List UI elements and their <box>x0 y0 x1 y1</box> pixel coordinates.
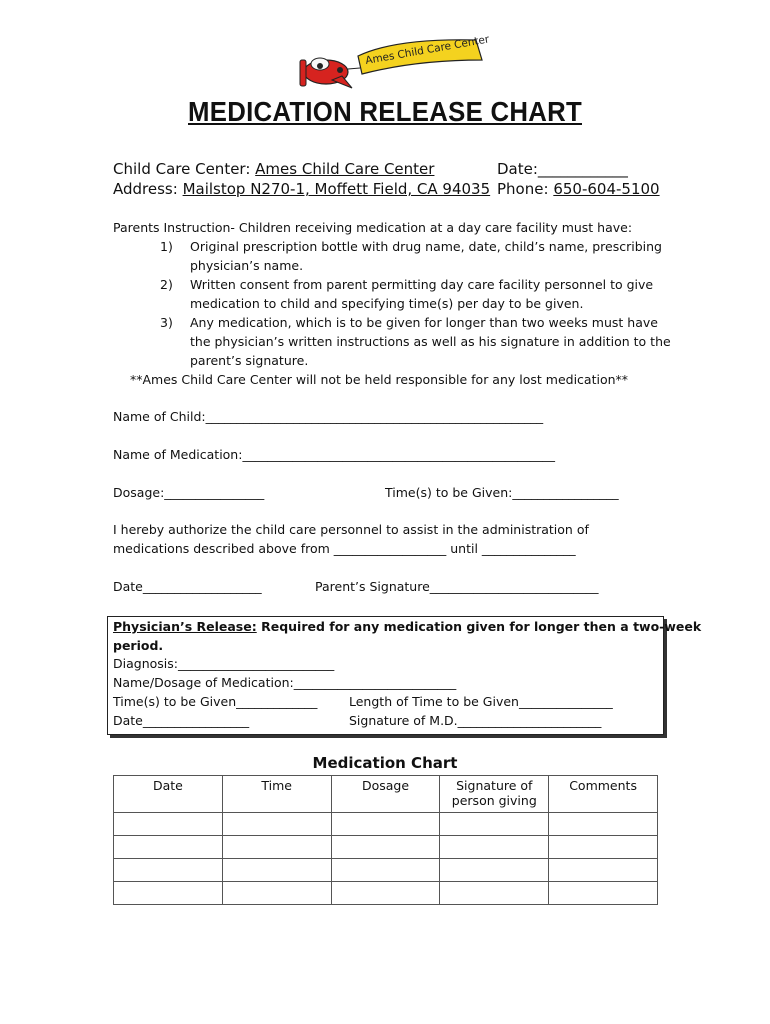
table-cell[interactable] <box>331 836 440 859</box>
physician-release-label: Physician’s Release: <box>113 619 257 634</box>
times-to-be-given-field[interactable]: Time(s) to be Given:_________________ <box>385 485 619 500</box>
table-cell[interactable] <box>331 859 440 882</box>
table-row <box>114 836 658 859</box>
table-cell[interactable] <box>222 813 331 836</box>
column-header-time: Time <box>222 776 331 813</box>
center-value: Ames Child Care Center <box>255 160 435 178</box>
list-item-line: the physician’s written instructions as well as his signature in addition to the <box>190 334 671 349</box>
length-of-time-field[interactable]: Length of Time to be Given_______________ <box>349 694 613 709</box>
phone-value: 650-604-5100 <box>553 180 660 198</box>
table-cell[interactable] <box>222 859 331 882</box>
physician-release-period: period. <box>113 638 164 653</box>
table-header-row <box>114 776 658 813</box>
md-signature-field[interactable]: Signature of M.D._______________________ <box>349 713 602 728</box>
ames-logo <box>296 30 496 94</box>
table-row <box>114 813 658 836</box>
page-title: MEDICATION RELEASE CHART <box>188 96 582 127</box>
authorization-date-range[interactable]: medications described above from __________________ until _______________ <box>113 541 576 556</box>
center-label: Child Care Center: <box>113 160 251 178</box>
table-cell[interactable] <box>222 882 331 905</box>
table-cell[interactable] <box>114 813 223 836</box>
table-cell[interactable] <box>222 836 331 859</box>
table-cell[interactable] <box>114 859 223 882</box>
table-cell[interactable] <box>440 882 549 905</box>
table-row <box>114 882 658 905</box>
name-dosage-field[interactable]: Name/Dosage of Medication:__________________________ <box>113 675 457 690</box>
list-number: 2) <box>160 277 173 292</box>
instructions-intro: Parents Instruction- Children receiving medication at a day care facility must have: <box>113 220 633 235</box>
table-cell[interactable] <box>440 859 549 882</box>
physician-release-heading <box>113 619 701 634</box>
physician-date-field[interactable]: Date_________________ <box>113 713 250 728</box>
table-cell[interactable] <box>114 836 223 859</box>
column-header-signature: Signature of person giving <box>440 776 549 813</box>
list-item-line: physician’s name. <box>190 258 304 273</box>
table-cell[interactable] <box>549 813 658 836</box>
parent-date-field[interactable]: Date___________________ <box>113 579 262 594</box>
phone-line <box>497 180 660 198</box>
airplane-banner-icon <box>296 30 496 94</box>
logo-text: Ames Child Care Center <box>364 33 491 67</box>
table-cell[interactable] <box>549 859 658 882</box>
table-cell[interactable] <box>440 836 549 859</box>
table-cell[interactable] <box>114 882 223 905</box>
list-item-line: Original prescription bottle with drug name, date, child’s name, prescribing <box>190 239 662 254</box>
list-number: 3) <box>160 315 173 330</box>
table-row <box>114 859 658 882</box>
list-item-line: Any medication, which is to be given for longer than two weeks must have <box>190 315 658 330</box>
list-item-line: medication to child and specifying time(s) per day to be given. <box>190 296 584 311</box>
address-value: Mailstop N270-1, Moffett Field, CA 94035 <box>182 180 491 198</box>
medication-chart-title: Medication Chart <box>312 754 458 772</box>
table-cell[interactable] <box>331 882 440 905</box>
child-name-field[interactable]: Name of Child:______________________________________________________ <box>113 409 544 424</box>
date-field[interactable]: Date:____________ <box>497 160 628 178</box>
dosage-field[interactable]: Dosage:________________ <box>113 485 265 500</box>
address-line <box>113 180 490 198</box>
table-cell[interactable] <box>331 813 440 836</box>
column-header-date: Date <box>114 776 223 813</box>
diagnosis-field[interactable]: Diagnosis:_________________________ <box>113 656 335 671</box>
address-label: Address: <box>113 180 178 198</box>
medication-chart-table <box>113 775 658 905</box>
child-care-center-line <box>113 160 434 178</box>
physician-release-requirement: Required for any medication given for longer then a two-week <box>256 619 702 634</box>
table-cell[interactable] <box>440 813 549 836</box>
medication-name-field[interactable]: Name of Medication:__________________________________________________ <box>113 447 555 462</box>
list-item-line: Written consent from parent permitting day care facility personnel to give <box>190 277 654 292</box>
column-header-comments: Comments <box>549 776 658 813</box>
parent-signature-field[interactable]: Parent’s Signature___________________________ <box>315 579 599 594</box>
physician-times-field[interactable]: Time(s) to be Given_____________ <box>113 694 318 709</box>
list-number: 1) <box>160 239 173 254</box>
table-cell[interactable] <box>549 836 658 859</box>
list-item-line: parent’s signature. <box>190 353 309 368</box>
disclaimer-note: **Ames Child Care Center will not be held responsible for any lost medication** <box>130 372 629 387</box>
authorization-text: I hereby authorize the child care personnel to assist in the administration of <box>113 522 589 537</box>
column-header-dosage: Dosage <box>331 776 440 813</box>
phone-label: Phone: <box>497 180 549 198</box>
table-cell[interactable] <box>549 882 658 905</box>
